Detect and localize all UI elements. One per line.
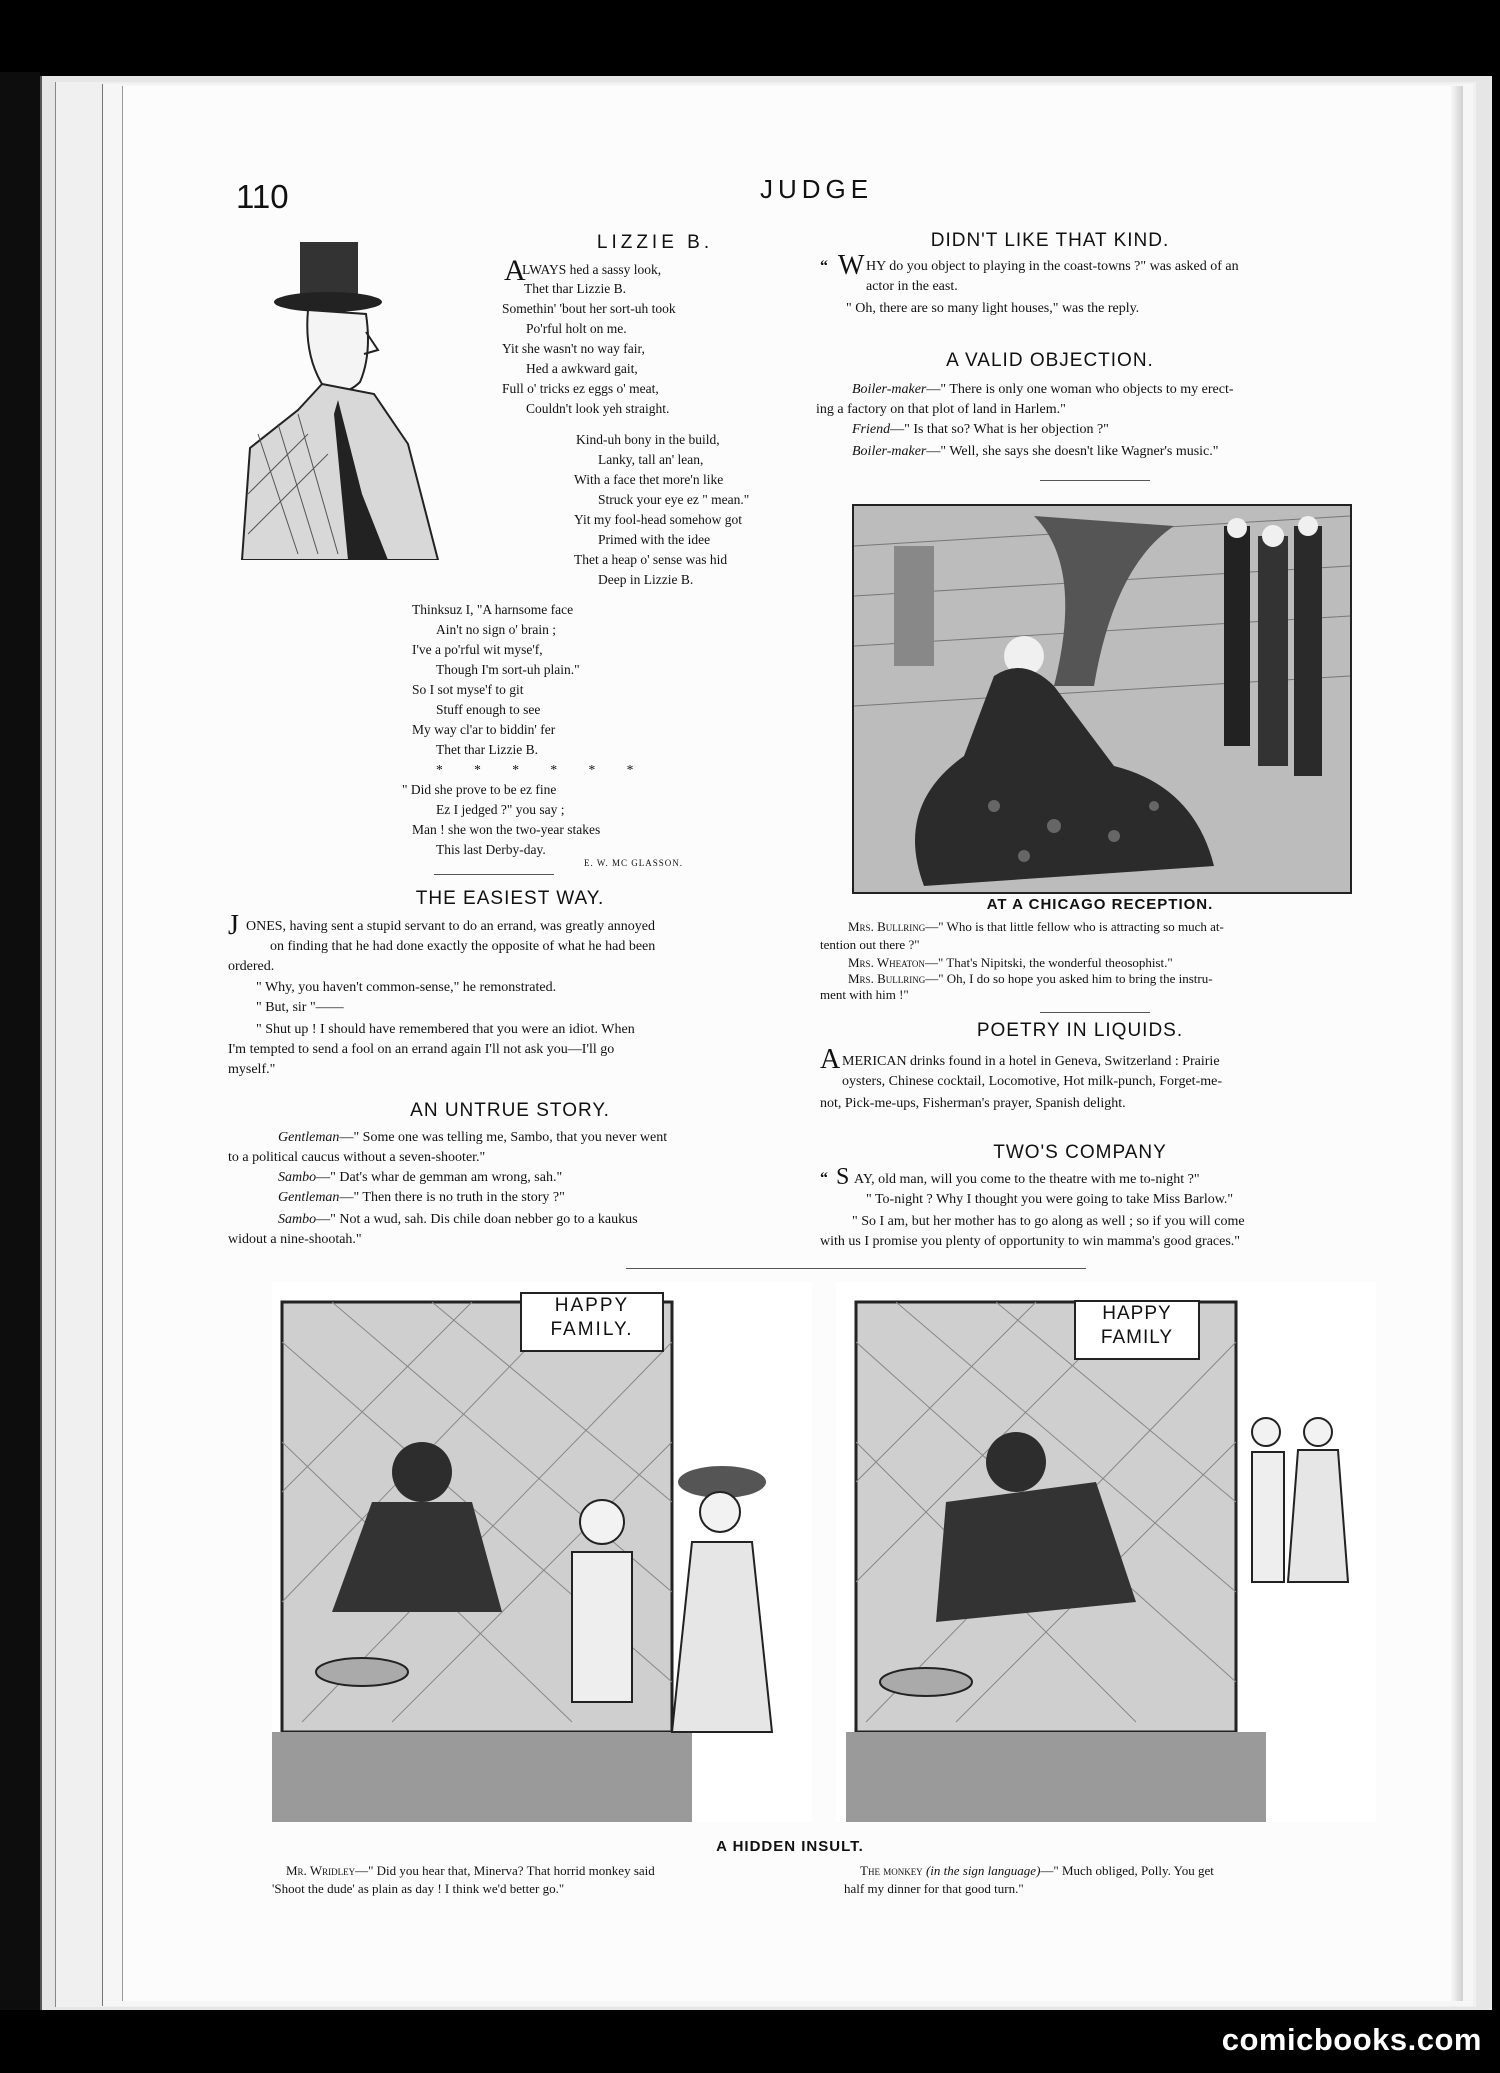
body-line: AY, old man, will you come to the theatre with me to-night ?" [854, 1172, 1200, 1187]
quote-mark: “ [820, 258, 828, 275]
poem-line: Yit she wasn't no way fair, [502, 341, 645, 356]
dialogue-line [848, 970, 1213, 987]
easiest-drop-cap: J [228, 910, 239, 941]
body-line: " Why, you haven't common-sense," he remonstrated. [256, 980, 557, 995]
page-number: 110 [236, 178, 289, 215]
happy-family-sign-right [1074, 1300, 1200, 1360]
sign-line: FAMILY [1100, 1327, 1174, 1348]
speaker-note: (in the sign language) [925, 1863, 1041, 1878]
poem-line: Thet a heap o' sense was hid [574, 552, 728, 567]
dialogue-line [844, 1880, 1024, 1897]
speaker: Sambo [278, 1170, 317, 1185]
dialogue-line [228, 1230, 362, 1249]
speaker: Boiler-maker [852, 382, 927, 397]
poem-line: My way cl'ar to biddin' fer [412, 722, 556, 737]
poem-line: So I sot myse'f to git [412, 682, 524, 697]
dialogue-line [820, 986, 909, 1003]
poem-line: Struck your eye ez " mean." [598, 492, 750, 507]
speaker: Boiler-maker [852, 444, 927, 459]
section-rule [1040, 480, 1150, 481]
speech: tention out there ?" [820, 937, 920, 952]
happy-family-sign-left [520, 1292, 664, 1352]
twos-title: TWO'S COMPANY [993, 1142, 1167, 1163]
untrue-title: AN UNTRUE STORY. [410, 1100, 610, 1121]
poem-line: This last Derby-day. [436, 842, 546, 857]
chicago-caption: AT A CHICAGO RECEPTION. [986, 896, 1214, 913]
body-line: ONES, having sent a stupid servant to do an errand, was greatly annoyed [246, 919, 656, 934]
dialogue-line [852, 420, 1109, 439]
page-edge [1449, 86, 1463, 2001]
poem-line: With a face thet more'n like [574, 472, 724, 487]
dialogue-line [278, 1188, 565, 1207]
poem-line: Couldn't look yeh straight. [526, 401, 670, 416]
speaker: Gentleman [278, 1130, 340, 1145]
poem-line: Man ! she won the two-year stakes [412, 822, 601, 837]
speaker: Sambo [278, 1212, 317, 1227]
dialogue-line [286, 1862, 655, 1879]
dialogue-line [278, 1128, 667, 1147]
poem-line: Thet thar Lizzie B. [524, 281, 626, 296]
body-line: myself." [228, 1062, 276, 1077]
poem-line: Thet thar Lizzie B. [436, 742, 538, 757]
poem-line: Deep in Lizzie B. [598, 572, 694, 587]
sign-line: HAPPY [1102, 1303, 1172, 1324]
lizzie-drop-cap: A [504, 254, 526, 287]
easiest-title: THE EASIEST WAY. [415, 888, 605, 909]
body-line: " Oh, there are so many light houses," was the reply. [846, 301, 1140, 316]
speech: —" Did you hear that, Minerva? That horrid monkey said [355, 1863, 655, 1878]
dialogue-line [278, 1210, 638, 1229]
speech: —" Oh, I do so hope you asked him to bring the instru- [925, 971, 1213, 986]
poem-line: Ain't no sign o' brain ; [436, 622, 556, 637]
twos-drop-cap: S [836, 1164, 850, 1190]
body-line: " So I am, but her mother has to go along as well ; so if you will come [852, 1214, 1245, 1229]
body-line: with us I promise you plenty of opportunity to win mamma's good graces." [820, 1234, 1241, 1249]
body-line: not, Pick-me-ups, Fisherman's prayer, Spanish delight. [820, 1096, 1126, 1111]
dialogue-line [278, 1168, 562, 1187]
poem-line: Somethin' 'bout her sort-uh took [502, 301, 676, 316]
happy-family-cartoon-right [836, 1282, 1376, 1822]
happy-family-cartoon-left [272, 1282, 812, 1822]
body-line: I'm tempted to send a fool on an errand again I'll not ask you—I'll go [228, 1042, 615, 1057]
poem-line: " Did she prove to be ez fine [402, 782, 557, 797]
didnt-like-drop-cap: W [838, 250, 865, 281]
poem-line: Full o' tricks ez eggs o' meat, [502, 381, 659, 396]
speaker: Friend [852, 422, 891, 437]
speech: —" Some one was telling me, Sambo, that you never went [339, 1130, 668, 1145]
speech: —" There is only one woman who objects to my erect- [926, 382, 1234, 397]
poem-line: Stuff enough to see [436, 702, 541, 717]
poem-section-stars: * * * * * * [436, 762, 648, 777]
speaker: Mrs. Bullring [848, 971, 926, 986]
speech: ing a factory on that plot of land in Harlem." [816, 402, 1066, 417]
dialogue-line [848, 954, 1173, 971]
scan-border-left [0, 72, 40, 2012]
poem-line: Though I'm sort-uh plain." [436, 662, 580, 677]
dialogue-line [848, 918, 1224, 935]
sign-line: FAMILY. [550, 1319, 634, 1340]
poem-line: Kind-uh bony in the build, [576, 432, 720, 447]
body-line: ordered. [228, 959, 275, 974]
speech: 'Shoot the dude' as plain as day ! I think we'd better go." [272, 1881, 565, 1896]
poem-line: LWAYS hed a sassy look, [522, 262, 662, 277]
body-line: MERICAN drinks found in a hotel in Geneva, Switzerland : Prairie [842, 1054, 1220, 1069]
body-line: HY do you object to playing in the coast-towns ?" was asked of an [866, 259, 1239, 274]
sign-line: HAPPY [554, 1295, 630, 1316]
poem-line: Yit my fool-head somehow got [574, 512, 742, 527]
hidden-insult-caption: A HIDDEN INSULT. [716, 1838, 864, 1855]
speech: —" Is that so? What is her objection ?" [890, 422, 1109, 437]
poem-line: Thinksuz I, "A harnsome face [412, 602, 574, 617]
lizzie-title: LIZZIE B. [596, 232, 714, 253]
speech: —" Much obliged, Polly. You get [1040, 1863, 1214, 1878]
poem-line: Ez I jedged ?" you say ; [436, 802, 565, 817]
section-rule [434, 874, 554, 875]
speech: ment with him !" [820, 987, 909, 1002]
valid-title: A VALID OBJECTION. [946, 350, 1154, 371]
speaker: The monkey [860, 1863, 923, 1878]
body-line: " But, sir "—— [256, 1000, 344, 1015]
speech: —" Who is that little fellow who is attracting so much at- [925, 919, 1224, 934]
scan-border-top [0, 0, 1500, 72]
quote-mark: “ [820, 1170, 828, 1187]
speech: —" Not a wud, sah. Dis chile doan nebber go to a kaukus [316, 1212, 638, 1227]
poetry-drop-cap: A [820, 1044, 841, 1075]
speaker: Mrs. Bullring [848, 919, 926, 934]
dialogue-line [820, 936, 920, 953]
didnt-like-title: DIDN'T LIKE THAT KIND. [930, 230, 1170, 251]
poem-author: E. W. MC GLASSON. [584, 858, 684, 868]
dialogue-line [860, 1862, 1214, 1879]
speech: —" Well, she says she doesn't like Wagner's music." [926, 444, 1219, 459]
section-rule [626, 1268, 1086, 1269]
masthead: JUDGE [760, 174, 874, 204]
poem-line: Po'rful holt on me. [526, 321, 627, 336]
speaker: Mrs. Wheaton [848, 955, 925, 970]
speech: to a political caucus without a seven-shooter." [228, 1150, 486, 1165]
dialogue-line [228, 1148, 485, 1167]
poem-line: Primed with the idee [598, 532, 711, 547]
poem-line: Lanky, tall an' lean, [598, 452, 704, 467]
chicago-reception-illustration [852, 504, 1352, 894]
body-line: oysters, Chinese cocktail, Locomotive, Hot milk-punch, Forget-me- [842, 1074, 1222, 1089]
section-rule [1040, 1012, 1150, 1013]
speech: —" That's Nipitski, the wonderful theosophist." [924, 955, 1173, 970]
speech: —" Then there is no truth in the story ?" [339, 1190, 565, 1205]
body-line: on finding that he had done exactly the opposite of what he had been [270, 939, 656, 954]
poetry-title: POETRY IN LIQUIDS. [976, 1020, 1184, 1041]
body-line: actor in the east. [866, 279, 958, 294]
dialogue-line [852, 442, 1218, 461]
body-line: " To-night ? Why I thought you were going to take Miss Barlow." [866, 1192, 1234, 1207]
dialogue-line [852, 380, 1234, 399]
body-line: " Shut up ! I should have remembered that you were an idiot. When [256, 1022, 635, 1037]
man-portrait-illustration [238, 234, 456, 560]
dialogue-line [272, 1880, 564, 1897]
site-watermark: comicbooks.com [1221, 2022, 1482, 2057]
speaker: Gentleman [278, 1190, 340, 1205]
poem-line: I've a po'rful wit myse'f, [412, 642, 543, 657]
speech: half my dinner for that good turn." [844, 1881, 1024, 1896]
speaker: Mr. Wridley [286, 1863, 356, 1878]
speech: —" Dat's whar de gemman am wrong, sah." [316, 1170, 563, 1185]
dialogue-line [816, 400, 1066, 419]
speech: widout a nine-shootah." [228, 1232, 362, 1247]
poem-line: Hed a awkward gait, [526, 361, 638, 376]
